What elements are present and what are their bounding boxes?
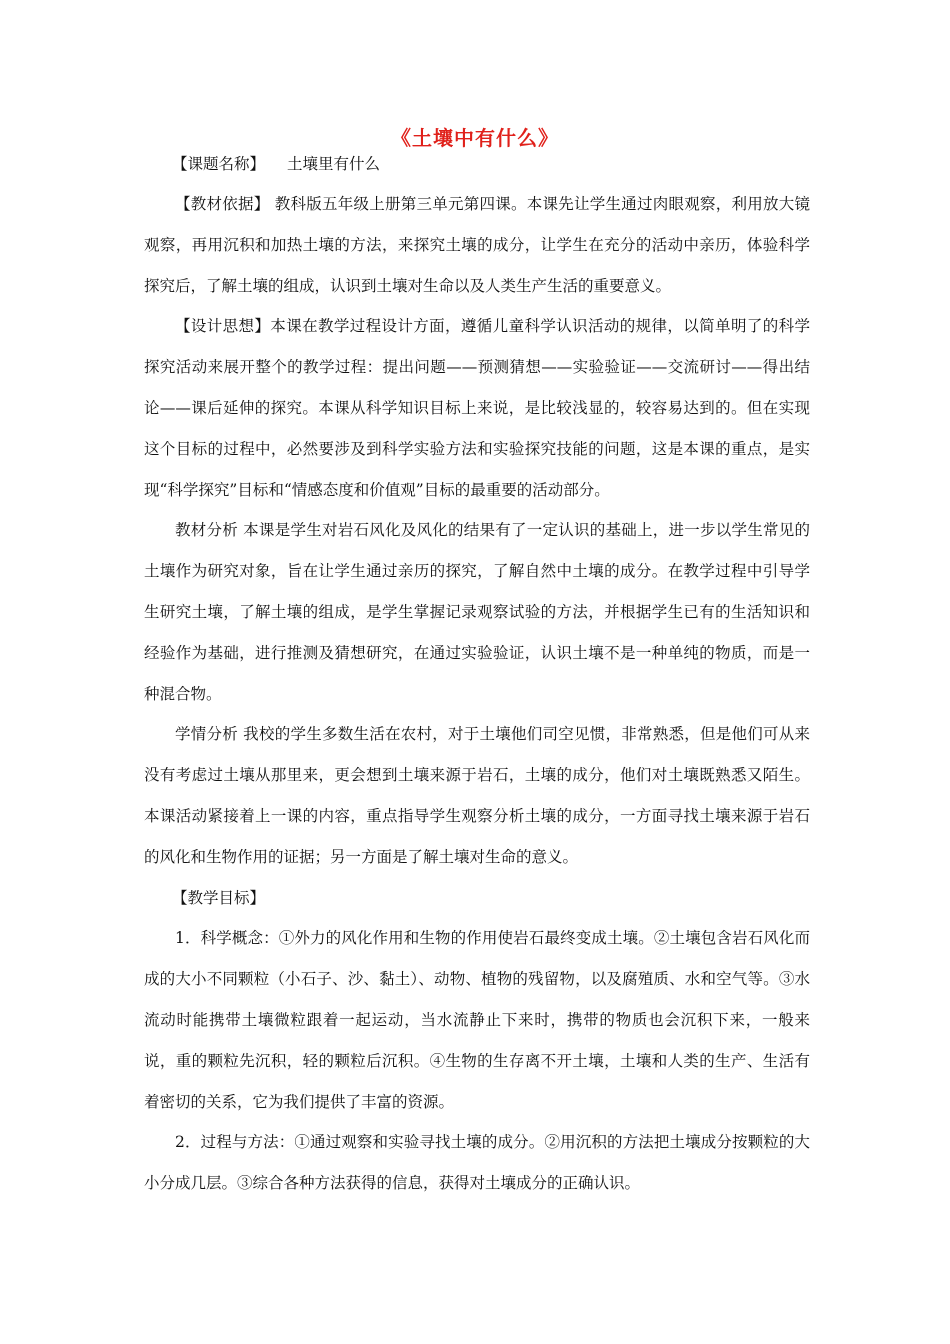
paragraph-textbook-analysis: 教材分析 本课是学生对岩石风化及风化的结果有了一定认识的基础上，进一步以学生常见的土壤作为研究对象，旨在让学生通过亲历的探究，了解自然中土壤的成分。在教学过程中引导学生研究土壤，了解土壤的组成，是学生掌握记录观察试验的方法，并根据学生已有的生活知识和经验作为基础，进行推测及猜想研究，在通过实验验证，认识土壤不是一种单纯的物质，而是一种混合物。 [144, 521, 810, 703]
paragraph-process-methods: 2．过程与方法：①通过观察和实验寻找土壤的成分。②用沉积的方法把土壤成分按颗粒的大小分成几层。③综合各种方法获得的信息，获得对土壤成分的正确认识。 [144, 1133, 810, 1193]
paragraph-student-analysis: 学情分析 我校的学生多数生活在农村，对于土壤他们司空见惯，非常熟悉，但是他们可从来没有考虑过土壤从那里来，更会想到土壤来源于岩石，土壤的成分，他们对土壤既熟悉又陌生。本课活动紧接着上一课的内容，重点指导学生观察分析土壤的成分，一方面寻找土壤来源于岩石的风化和生物作用的证据；另一方面是了解土壤对生命的意义。 [144, 725, 810, 866]
paragraph-textbook-basis: 【教材依据】 教科版五年级上册第三单元第四课。本课先让学生通过肉眼观察，利用放大镜观察，再用沉积和加热土壤的方法，来探究土壤的成分，让学生在充分的活动中亲历，体验科学探究后，了解土壤的组成，认识到土壤对生命以及人类生产生活的重要意义。 [144, 195, 810, 295]
document-title: 《土壤中有什么》 [391, 126, 559, 150]
topic-label: 【课题名称】 [172, 155, 266, 173]
paragraph-science-concepts: 1．科学概念：①外力的风化作用和生物的作用使岩石最终变成土壤。②土壤包含岩石风化而成的大小不同颗粒（小石子、沙、黏土）、动物、植物的残留物，以及腐殖质、水和空气等。③水流动时能携带土壤微粒跟着一起运动，当水流静止下来时，携带的物质也会沉积下来，一般来说，重的颗粒先沉积，轻的颗粒后沉积。④生物的生存离不开土壤，土壤和人类的生产、生活有着密切的关系，它为我们提供了丰富的资源。 [144, 929, 810, 1111]
paragraph-design-idea: 【设计思想】本课在教学过程设计方面，遵循儿童科学认识活动的规律，以简单明了的科学探究活动来展开整个的教学过程：提出问题——预测猜想——实验验证——交流研讨——得出结论——课后延伸的探究。本课从科学知识目标上来说，是比较浅显的，较容易达到的。但在实现这个目标的过程中，必然要涉及到科学实验方法和实验探究技能的问题，这是本课的重点，是实现“科学探究”目标和“情感态度和价值观”目标的最重要的活动部分。 [144, 317, 810, 499]
topic-line [172, 153, 380, 175]
topic-value: 土壤里有什么 [287, 155, 381, 173]
heading-teaching-goals: 【教学目标】 [172, 888, 266, 907]
document-body [144, 184, 810, 1204]
